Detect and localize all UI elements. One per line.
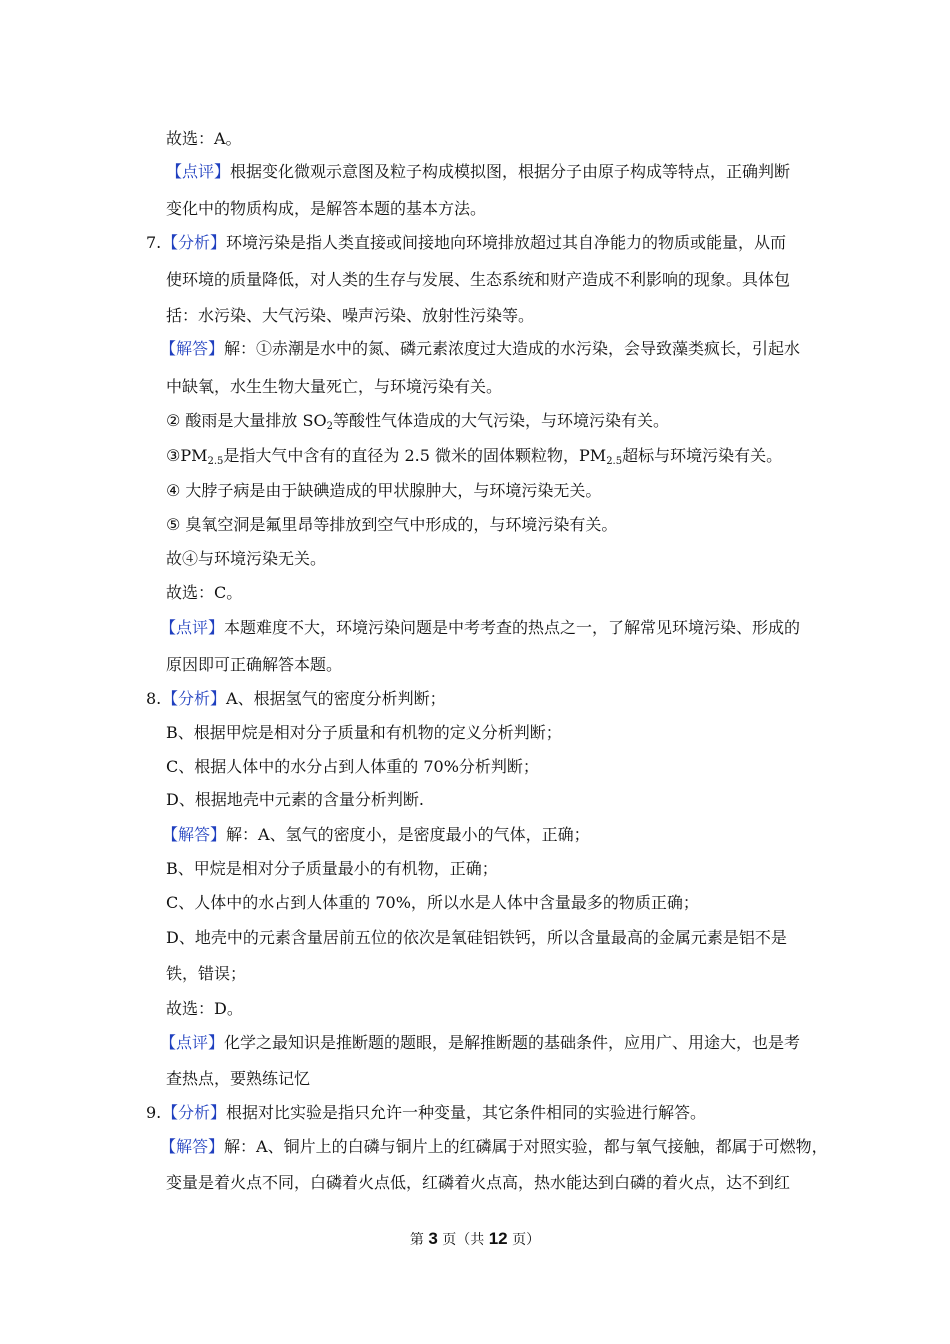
analysis-tag: 【分析】 [162, 689, 227, 708]
text-line: 故选：C。 [166, 583, 243, 602]
text-line: C、根据人体中的水分占到人体重的 70%分析判断； [166, 757, 539, 776]
question-number: 8. [146, 689, 162, 708]
analysis-tag: 【分析】 [162, 1103, 227, 1122]
text-line: 变化中的物质构成，是解答本题的基本方法。 [166, 199, 487, 218]
text-line: 【点评】本题难度不大，环境污染问题是中考考查的热点之一，了解常见环境污染、形成的 [160, 618, 801, 637]
circled-number-icon: ② [166, 411, 181, 430]
text-line: 查热点，要熟练记忆 [166, 1069, 311, 1088]
text-line: B、根据甲烷是相对分子质量和有机物的定义分析判断； [166, 723, 562, 742]
text-line: D、根据地壳中元素的含量分析判断. [166, 790, 424, 809]
text-line: 故选：D。 [166, 999, 243, 1018]
text-line: 【解答】解：A、氢气的密度小，是密度最小的气体，正确； [162, 825, 590, 844]
circled-number-icon: ③ [166, 446, 181, 465]
text-line: 使环境的质量降低，对人类的生存与发展、生态系统和财产造成不利影响的现象。具体包 [166, 270, 791, 289]
text-line: B、甲烷是相对分子质量最小的有机物，正确； [166, 859, 498, 878]
answer-tag: 【解答】 [162, 825, 227, 844]
text-line: 【分析】A、根据氢气的密度分析判断； [162, 689, 446, 708]
text-line: 原因即可正确解答本题。 [166, 655, 343, 674]
page-footer: 第 3 页（共 12 页） [409, 1229, 541, 1248]
text-line: 【分析】环境污染是指人类直接或间接地向环境排放超过其自净能力的物质或能量，从而 [162, 233, 787, 252]
text-line: 变量是着火点不同，白磷着火点低，红磷着火点高，热水能达到白磷的着火点，达不到红 [166, 1173, 791, 1192]
text-line: 中缺氧，水生生物大量死亡，与环境污染有关。 [166, 377, 503, 396]
text-line: 铁，错误； [166, 964, 247, 983]
text-line: 【解答】解：①赤潮是水中的氮、磷元素浓度过大造成的水污染，会导致藻类疯长，引起水 [160, 339, 801, 358]
circled-number-icon: ④ [166, 481, 181, 500]
text-line: ② 酸雨是大量排放 $SO_2$等酸性气体造成的大气污染，与环境污染有关。 [166, 411, 669, 432]
text-line: 括：水污染、大气污染、噪声污染、放射性污染等。 [166, 306, 535, 325]
page-total: 12 [488, 1229, 508, 1248]
review-tag: 【点评】 [166, 162, 231, 181]
text-line: ④ 大脖子病是由于缺碘造成的甲状腺肿大，与环境污染无关。 [166, 481, 602, 500]
text-line: 故选：A。 [166, 129, 242, 148]
text-line: 【解答】解：A、铜片上的白磷与铜片上的红磷属于对照实验，都与氧气接触，都属于可燃物， [160, 1137, 828, 1156]
review-tag: 【点评】 [160, 1033, 225, 1052]
text-line: 【点评】化学之最知识是推断题的题眼，是解推断题的基础条件，应用广、用途大，也是考 [160, 1033, 801, 1052]
text-line: 【分析】根据对比实验是指只允许一种变量，其它条件相同的实验进行解答。 [162, 1103, 707, 1122]
text-line: C、人体中的水占到人体重的 70%，所以水是人体中含量最多的物质正确； [166, 893, 699, 912]
question-number: 7. [146, 233, 162, 252]
analysis-tag: 【分析】 [162, 233, 227, 252]
page-number: 3 [428, 1229, 438, 1248]
text-line: 故④与环境污染无关。 [166, 549, 327, 568]
question-number: 9. [146, 1103, 162, 1122]
answer-tag: 【解答】 [160, 1137, 225, 1156]
text-line: $③PM_{2.5}$是指大气中含有的直径为 2.5 微米的固体颗粒物，$PM_{2.5}$超标与环境污染有关。 [166, 446, 783, 467]
text-line: ⑤ 臭氧空洞是氟里昂等排放到空气中形成的，与环境污染有关。 [166, 515, 618, 534]
circled-number-icon: ⑤ [166, 515, 181, 534]
review-tag: 【点评】 [160, 618, 225, 637]
text-line: D、地壳中的元素含量居前五位的依次是氧硅铝铁钙，所以含量最高的金属元素是铝不是 [166, 928, 787, 947]
text-line: 【点评】根据变化微观示意图及粒子构成模拟图，根据分子由原子构成等特点，正确判断 [166, 162, 791, 181]
answer-tag: 【解答】 [160, 339, 225, 358]
